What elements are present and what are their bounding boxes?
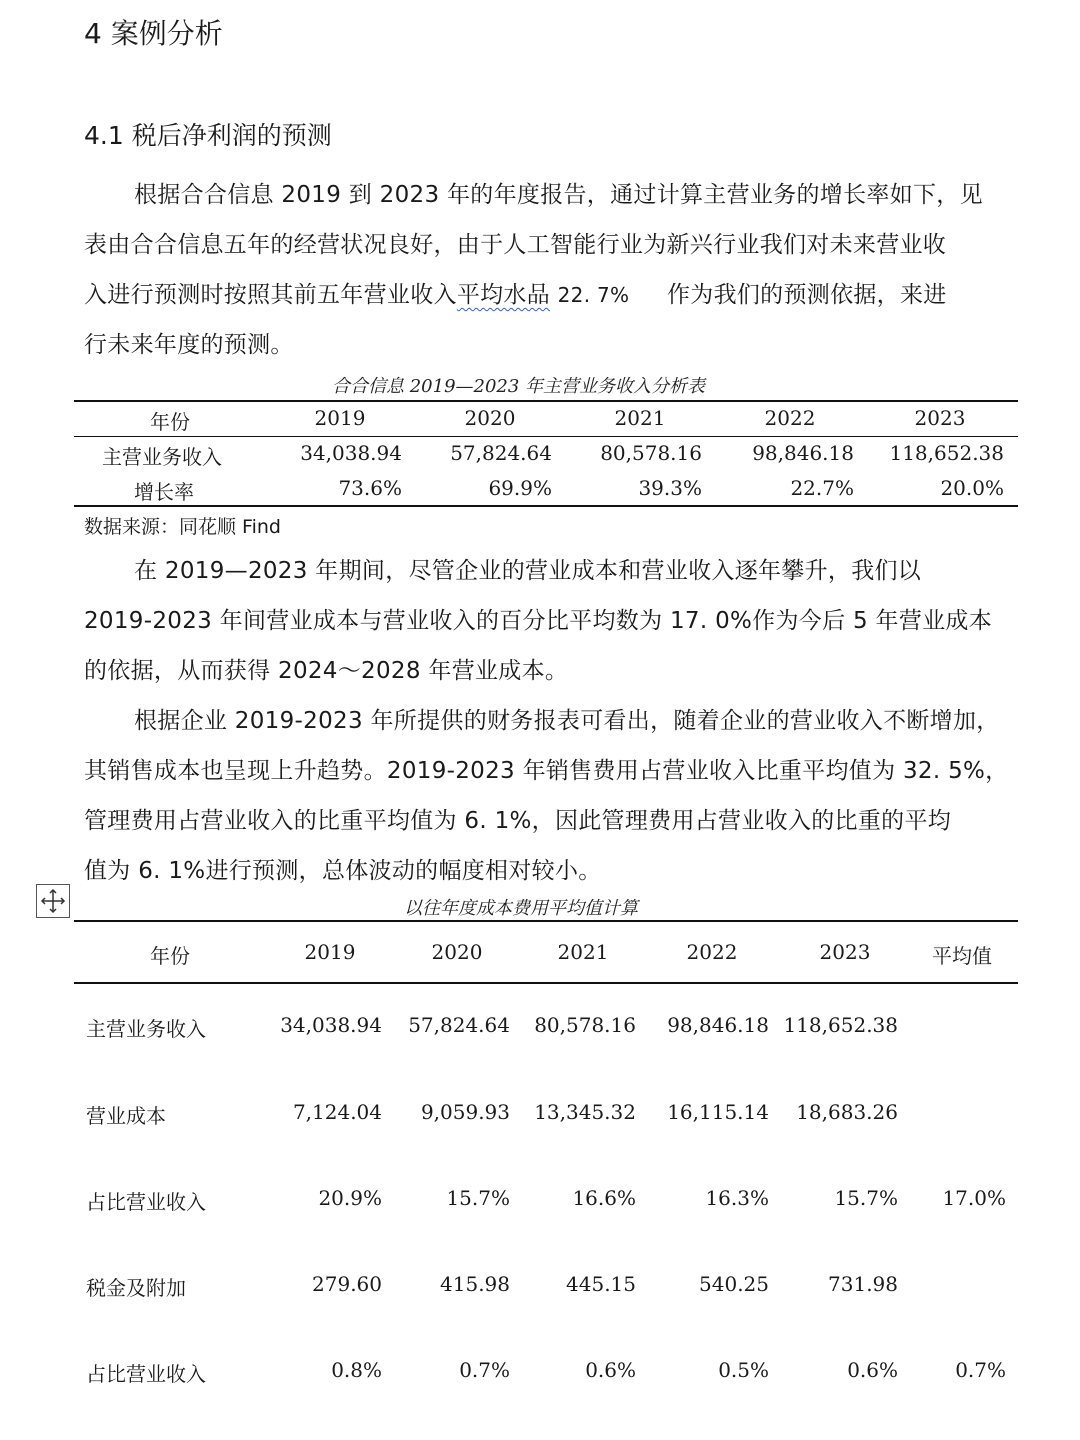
para1-line4: 行未来年度的预测。 <box>84 332 294 358</box>
table1-row-label: 增长率 <box>134 480 194 504</box>
table2-cell: 15.7% <box>834 1186 898 1210</box>
table1-cell: 57,824.64 <box>450 441 552 465</box>
table1-header-rule <box>74 436 1018 437</box>
table1-cell: 39.3% <box>638 476 702 500</box>
table1-cell: 98,846.18 <box>752 441 854 465</box>
table1-header-cell: 2022 <box>764 406 816 430</box>
table2-cell: 445.15 <box>566 1272 636 1296</box>
table2-cell: 16.3% <box>705 1186 769 1210</box>
table2-row-label: 占比营业收入 <box>86 1362 206 1386</box>
table1-cell: 22.7% <box>790 476 854 500</box>
table2-top-rule <box>74 920 1018 922</box>
table2-cell: 20.9% <box>318 1186 382 1210</box>
table1-cell: 20.0% <box>940 476 1004 500</box>
table2-row-label: 税金及附加 <box>86 1276 186 1300</box>
move-arrows-icon <box>40 888 66 914</box>
table2-cell: 98,846.18 <box>667 1013 769 1037</box>
table2-cell: 415.98 <box>440 1272 510 1296</box>
para2-line1: 在 2019—2023 年期间，尽管企业的营业成本和营业收入逐年攀升，我们以 <box>134 558 922 584</box>
table1-bottom-rule <box>74 505 1018 507</box>
table1-cell: 34,038.94 <box>300 441 402 465</box>
table2-cell: 0.7% <box>955 1358 1006 1382</box>
table1-cell: 73.6% <box>338 476 402 500</box>
para3-line2: 其销售成本也呈现上升趋势。2019-2023 年销售费用占营业收入比重平均值为 32. 5%， <box>84 758 1009 784</box>
table2-cell: 80,578.16 <box>534 1013 636 1037</box>
table2-header-cell: 2023 <box>819 940 871 964</box>
table1-header-cell: 2019 <box>314 406 366 430</box>
table2-cell: 731.98 <box>828 1272 898 1296</box>
table1-cell: 80,578.16 <box>600 441 702 465</box>
para2-line2: 2019-2023 年间营业成本与营业收入的百分比平均数为 17. 0%作为今后 5 年营业成本 <box>84 608 993 634</box>
table2-cell: 0.8% <box>331 1358 382 1382</box>
table2-cell: 57,824.64 <box>408 1013 510 1037</box>
table1-header-cell: 2020 <box>464 406 516 430</box>
table1-row-label: 主营业务收入 <box>102 445 222 469</box>
table2-cell: 0.5% <box>718 1358 769 1382</box>
para2-line3: 的依据，从而获得 2024～2028 年营业成本。 <box>84 658 569 684</box>
para3-line4: 值为 6. 1%进行预测，总体波动的幅度相对较小。 <box>84 858 602 884</box>
table2-row-label: 营业成本 <box>86 1104 166 1128</box>
para1-line3 <box>84 276 947 309</box>
table2-caption: 以往年度成本费用平均值计算 <box>404 898 638 919</box>
table2-header-cell: 年份 <box>150 944 190 968</box>
table2-cell: 0.6% <box>847 1358 898 1382</box>
para1-line3-text-a: 入进行预测时按照其前五年营业收入 <box>84 282 457 308</box>
table2-cell: 0.7% <box>459 1358 510 1382</box>
table2-header-cell: 2019 <box>304 940 356 964</box>
table2-cell: 9,059.93 <box>420 1100 510 1124</box>
table2-cell: 16,115.14 <box>667 1100 769 1124</box>
table2-header-rule <box>74 982 1018 984</box>
table1-source-note: 数据来源：同花顺 Find <box>84 516 281 538</box>
subsection-title: 4.1 税后净利润的预测 <box>84 121 332 150</box>
table2-cell: 16.6% <box>572 1186 636 1210</box>
para1-line2: 表由合合信息五年的经营状况良好，由于人工智能行业为新兴行业我们对未来营业收 <box>84 232 947 258</box>
table2-header-cell: 平均值 <box>932 944 992 968</box>
table1-header-cell: 2021 <box>614 406 666 430</box>
table1-cell: 69.9% <box>488 476 552 500</box>
table2-header-cell: 2020 <box>431 940 483 964</box>
para3-line1: 根据企业 2019-2023 年所提供的财务报表可看出，随着企业的营业收入不断增加， <box>134 708 1000 734</box>
para1-line1: 根据合合信息 2019 到 2023 年的年度报告，通过计算主营业务的增长率如下，见 <box>134 182 983 208</box>
table1-caption: 合合信息 2019—2023 年主营业务收入分析表 <box>332 376 706 397</box>
table2-cell: 13,345.32 <box>534 1100 636 1124</box>
spelling-error-underline[interactable]: 平均水品 <box>456 282 551 308</box>
table2-row-label: 占比营业收入 <box>86 1190 206 1214</box>
table1-header-cell: 年份 <box>150 410 190 434</box>
table2-cell: 279.60 <box>312 1272 382 1296</box>
table2-cell: 118,652.38 <box>783 1013 898 1037</box>
table2-cell: 15.7% <box>446 1186 510 1210</box>
table1-top-rule <box>74 400 1018 402</box>
table2-cell: 7,124.04 <box>292 1100 382 1124</box>
table2-header-cell: 2022 <box>686 940 738 964</box>
para3-line3: 管理费用占营业收入的比重平均值为 6. 1%，因此管理费用占营业收入的比重的平均 <box>84 808 952 834</box>
table2-cell: 17.0% <box>942 1186 1006 1210</box>
table2-cell: 34,038.94 <box>280 1013 382 1037</box>
para1-line3-text-c: 作为我们的预测依据，来进 <box>666 282 947 308</box>
table2-row-label: 主营业务收入 <box>86 1017 206 1041</box>
table2-header-cell: 2021 <box>557 940 609 964</box>
table2-cell: 18,683.26 <box>796 1100 898 1124</box>
table2-cell: 540.25 <box>699 1272 769 1296</box>
table2-cell: 0.6% <box>585 1358 636 1382</box>
table1-header-cell: 2023 <box>914 406 966 430</box>
table1-cell: 118,652.38 <box>889 441 1004 465</box>
section-title: 4 案例分析 <box>84 17 223 50</box>
para1-line3-percent: 22. 7% <box>557 283 630 307</box>
table-move-handle[interactable] <box>36 884 70 918</box>
